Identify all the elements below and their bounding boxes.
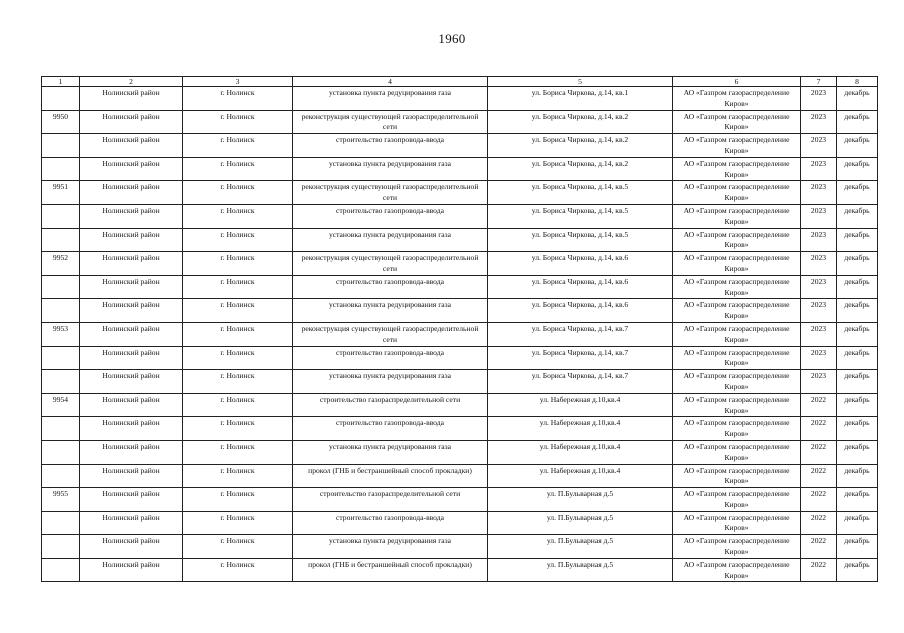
cell-month: декабрь: [837, 511, 878, 535]
table-row: [42, 157, 878, 181]
cell-work-type: прокол (ГНБ и бестраншейный способ прокладки): [293, 558, 488, 582]
cell-locality: г. Нолинск: [183, 558, 293, 582]
cell-work-type: строительство газопровода-ввода: [293, 204, 488, 228]
cell-district: Нолинский район: [80, 299, 183, 323]
table-row: [42, 110, 878, 134]
cell-year: 2022: [801, 393, 837, 417]
cell-address: ул. Набережная д.10,кв.4: [488, 417, 673, 441]
cell-organization: АО «Газпром газораспределение Киров»: [673, 346, 801, 370]
cell-locality: г. Нолинск: [183, 370, 293, 394]
cell-organization: АО «Газпром газораспределение Киров»: [673, 558, 801, 582]
cell-number: 9952: [42, 252, 80, 276]
column-header: 6: [673, 77, 801, 87]
cell-month: декабрь: [837, 252, 878, 276]
cell-address: ул. Набережная д.10,кв.4: [488, 393, 673, 417]
cell-district: Нолинский район: [80, 464, 183, 488]
cell-district: Нолинский район: [80, 535, 183, 559]
cell-number: [42, 417, 80, 441]
cell-year: 2023: [801, 181, 837, 205]
cell-address: ул. П.Бульварная д.5: [488, 511, 673, 535]
cell-district: Нолинский район: [80, 87, 183, 111]
cell-district: Нолинский район: [80, 488, 183, 512]
cell-year: 2022: [801, 558, 837, 582]
cell-month: декабрь: [837, 346, 878, 370]
table-row: [42, 417, 878, 441]
cell-number: [42, 87, 80, 111]
table-row: [42, 558, 878, 582]
cell-number: [42, 228, 80, 252]
table-row: [42, 252, 878, 276]
cell-number: [42, 511, 80, 535]
cell-address: ул. Бориса Чиркова, д.14, кв.6: [488, 252, 673, 276]
cell-locality: г. Нолинск: [183, 440, 293, 464]
column-header: 8: [837, 77, 878, 87]
cell-address: ул. Набережная д.10,кв.4: [488, 464, 673, 488]
cell-work-type: строительство газопровода-ввода: [293, 134, 488, 158]
cell-month: декабрь: [837, 464, 878, 488]
cell-year: 2023: [801, 228, 837, 252]
cell-address: ул. Бориса Чиркова, д.14, кв.7: [488, 322, 673, 346]
cell-locality: г. Нолинск: [183, 488, 293, 512]
cell-number: [42, 535, 80, 559]
cell-address: ул. Бориса Чиркова, д.14, кв.5: [488, 204, 673, 228]
cell-locality: г. Нолинск: [183, 228, 293, 252]
cell-month: декабрь: [837, 87, 878, 111]
table-row: [42, 535, 878, 559]
cell-year: 2022: [801, 464, 837, 488]
cell-month: декабрь: [837, 322, 878, 346]
cell-address: ул. Бориса Чиркова, д.14, кв.2: [488, 157, 673, 181]
header-row: [42, 77, 878, 87]
cell-work-type: строительство газораспределительной сети: [293, 393, 488, 417]
cell-locality: г. Нолинск: [183, 275, 293, 299]
cell-year: 2022: [801, 417, 837, 441]
table-body: [42, 87, 878, 582]
cell-district: Нолинский район: [80, 252, 183, 276]
cell-month: декабрь: [837, 393, 878, 417]
cell-work-type: установка пункта редуцирования газа: [293, 157, 488, 181]
cell-address: ул. П.Бульварная д.5: [488, 558, 673, 582]
cell-month: декабрь: [837, 134, 878, 158]
table-row: [42, 440, 878, 464]
cell-year: 2023: [801, 110, 837, 134]
cell-organization: АО «Газпром газораспределение Киров»: [673, 252, 801, 276]
cell-address: ул. Бориса Чиркова, д.14, кв.5: [488, 228, 673, 252]
cell-work-type: строительство газопровода-ввода: [293, 417, 488, 441]
cell-district: Нолинский район: [80, 511, 183, 535]
table-row: [42, 299, 878, 323]
cell-address: ул. Бориса Чиркова, д.14, кв.6: [488, 275, 673, 299]
cell-year: 2022: [801, 535, 837, 559]
table-row: [42, 322, 878, 346]
cell-work-type: строительство газопровода-ввода: [293, 346, 488, 370]
cell-number: [42, 370, 80, 394]
cell-district: Нолинский район: [80, 440, 183, 464]
cell-number: [42, 440, 80, 464]
cell-organization: АО «Газпром газораспределение Киров»: [673, 488, 801, 512]
cell-district: Нолинский район: [80, 228, 183, 252]
cell-locality: г. Нолинск: [183, 252, 293, 276]
column-header: 2: [80, 77, 183, 87]
cell-work-type: строительство газораспределительной сети: [293, 488, 488, 512]
cell-locality: г. Нолинск: [183, 464, 293, 488]
cell-work-type: установка пункта редуцирования газа: [293, 299, 488, 323]
table-row: [42, 370, 878, 394]
cell-work-type: реконструкция существующей газораспределительной сети: [293, 322, 488, 346]
cell-address: ул. Набережная д.10,кв.4: [488, 440, 673, 464]
cell-year: 2023: [801, 346, 837, 370]
cell-number: [42, 204, 80, 228]
cell-month: декабрь: [837, 110, 878, 134]
cell-organization: АО «Газпром газораспределение Киров»: [673, 275, 801, 299]
cell-number: [42, 464, 80, 488]
table-row: [42, 488, 878, 512]
cell-district: Нолинский район: [80, 110, 183, 134]
cell-number: [42, 346, 80, 370]
cell-month: декабрь: [837, 275, 878, 299]
cell-work-type: строительство газопровода-ввода: [293, 275, 488, 299]
cell-locality: г. Нолинск: [183, 204, 293, 228]
cell-number: 9953: [42, 322, 80, 346]
table-row: [42, 87, 878, 111]
cell-number: 9951: [42, 181, 80, 205]
cell-locality: г. Нолинск: [183, 157, 293, 181]
cell-work-type: установка пункта редуцирования газа: [293, 87, 488, 111]
cell-district: Нолинский район: [80, 157, 183, 181]
cell-year: 2023: [801, 87, 837, 111]
cell-month: декабрь: [837, 558, 878, 582]
column-header: 1: [42, 77, 80, 87]
table-row: [42, 228, 878, 252]
cell-address: ул. П.Бульварная д.5: [488, 535, 673, 559]
cell-organization: АО «Газпром газораспределение Киров»: [673, 181, 801, 205]
cell-month: декабрь: [837, 417, 878, 441]
column-header: 3: [183, 77, 293, 87]
cell-address: ул. Бориса Чиркова, д.14, кв.2: [488, 134, 673, 158]
cell-month: декабрь: [837, 204, 878, 228]
cell-locality: г. Нолинск: [183, 134, 293, 158]
cell-work-type: установка пункта редуцирования газа: [293, 535, 488, 559]
cell-address: ул. П.Бульварная д.5: [488, 488, 673, 512]
cell-month: декабрь: [837, 181, 878, 205]
column-header: 7: [801, 77, 837, 87]
cell-work-type: реконструкция существующей газораспределительной сети: [293, 181, 488, 205]
cell-district: Нолинский район: [80, 275, 183, 299]
cell-year: 2023: [801, 299, 837, 323]
cell-organization: АО «Газпром газораспределение Киров»: [673, 393, 801, 417]
cell-locality: г. Нолинск: [183, 87, 293, 111]
cell-address: ул. Бориса Чиркова, д.14, кв.2: [488, 110, 673, 134]
cell-month: декабрь: [837, 488, 878, 512]
cell-work-type: установка пункта редуцирования газа: [293, 228, 488, 252]
cell-number: [42, 275, 80, 299]
cell-year: 2022: [801, 488, 837, 512]
cell-month: декабрь: [837, 157, 878, 181]
cell-month: декабрь: [837, 299, 878, 323]
cell-locality: г. Нолинск: [183, 417, 293, 441]
registry-table: [41, 76, 878, 582]
cell-number: [42, 157, 80, 181]
cell-organization: АО «Газпром газораспределение Киров»: [673, 511, 801, 535]
cell-work-type: прокол (ГНБ и бестраншейный способ прокладки): [293, 464, 488, 488]
cell-work-type: строительство газопровода-ввода: [293, 511, 488, 535]
cell-district: Нолинский район: [80, 393, 183, 417]
cell-organization: АО «Газпром газораспределение Киров»: [673, 417, 801, 441]
cell-district: Нолинский район: [80, 204, 183, 228]
cell-month: декабрь: [837, 370, 878, 394]
cell-district: Нолинский район: [80, 346, 183, 370]
cell-month: декабрь: [837, 228, 878, 252]
cell-work-type: реконструкция существующей газораспределительной сети: [293, 252, 488, 276]
cell-organization: АО «Газпром газораспределение Киров»: [673, 370, 801, 394]
cell-work-type: реконструкция существующей газораспределительной сети: [293, 110, 488, 134]
cell-locality: г. Нолинск: [183, 299, 293, 323]
cell-number: [42, 134, 80, 158]
table-row: [42, 346, 878, 370]
cell-year: 2023: [801, 322, 837, 346]
cell-locality: г. Нолинск: [183, 110, 293, 134]
cell-organization: АО «Газпром газораспределение Киров»: [673, 87, 801, 111]
cell-locality: г. Нолинск: [183, 535, 293, 559]
table-row: [42, 181, 878, 205]
cell-number: 9950: [42, 110, 80, 134]
cell-district: Нолинский район: [80, 181, 183, 205]
table-row: [42, 393, 878, 417]
cell-address: ул. Бориса Чиркова, д.14, кв.7: [488, 346, 673, 370]
cell-work-type: установка пункта редуцирования газа: [293, 440, 488, 464]
cell-year: 2022: [801, 511, 837, 535]
cell-address: ул. Бориса Чиркова, д.14, кв.7: [488, 370, 673, 394]
cell-year: 2023: [801, 252, 837, 276]
cell-organization: АО «Газпром газораспределение Киров»: [673, 228, 801, 252]
table-row: [42, 275, 878, 299]
cell-month: декабрь: [837, 535, 878, 559]
table-row: [42, 511, 878, 535]
column-header: 4: [293, 77, 488, 87]
cell-number: [42, 558, 80, 582]
table-row: [42, 204, 878, 228]
cell-number: [42, 299, 80, 323]
cell-organization: АО «Газпром газораспределение Киров»: [673, 322, 801, 346]
cell-district: Нолинский район: [80, 370, 183, 394]
cell-work-type: установка пункта редуцирования газа: [293, 370, 488, 394]
cell-address: ул. Бориса Чиркова, д.14, кв.1: [488, 87, 673, 111]
cell-year: 2023: [801, 370, 837, 394]
cell-year: 2023: [801, 204, 837, 228]
cell-locality: г. Нолинск: [183, 322, 293, 346]
cell-year: 2023: [801, 134, 837, 158]
cell-organization: АО «Газпром газораспределение Киров»: [673, 110, 801, 134]
cell-locality: г. Нолинск: [183, 511, 293, 535]
cell-district: Нолинский район: [80, 417, 183, 441]
cell-organization: АО «Газпром газораспределение Киров»: [673, 157, 801, 181]
table-row: [42, 134, 878, 158]
cell-district: Нолинский район: [80, 558, 183, 582]
column-header: 5: [488, 77, 673, 87]
cell-organization: АО «Газпром газораспределение Киров»: [673, 134, 801, 158]
cell-locality: г. Нолинск: [183, 346, 293, 370]
table-row: [42, 464, 878, 488]
table-header: [42, 77, 878, 87]
cell-locality: г. Нолинск: [183, 393, 293, 417]
cell-year: 2022: [801, 440, 837, 464]
cell-district: Нолинский район: [80, 134, 183, 158]
cell-address: ул. Бориса Чиркова, д.14, кв.6: [488, 299, 673, 323]
cell-month: декабрь: [837, 440, 878, 464]
cell-organization: АО «Газпром газораспределение Киров»: [673, 535, 801, 559]
cell-organization: АО «Газпром газораспределение Киров»: [673, 440, 801, 464]
page-number: 1960: [438, 31, 466, 46]
cell-organization: АО «Газпром газораспределение Киров»: [673, 464, 801, 488]
cell-organization: АО «Газпром газораспределение Киров»: [673, 299, 801, 323]
cell-year: 2023: [801, 275, 837, 299]
cell-locality: г. Нолинск: [183, 181, 293, 205]
cell-organization: АО «Газпром газораспределение Киров»: [673, 204, 801, 228]
cell-number: 9955: [42, 488, 80, 512]
cell-district: Нолинский район: [80, 322, 183, 346]
cell-year: 2023: [801, 157, 837, 181]
cell-number: 9954: [42, 393, 80, 417]
cell-address: ул. Бориса Чиркова, д.14, кв.5: [488, 181, 673, 205]
